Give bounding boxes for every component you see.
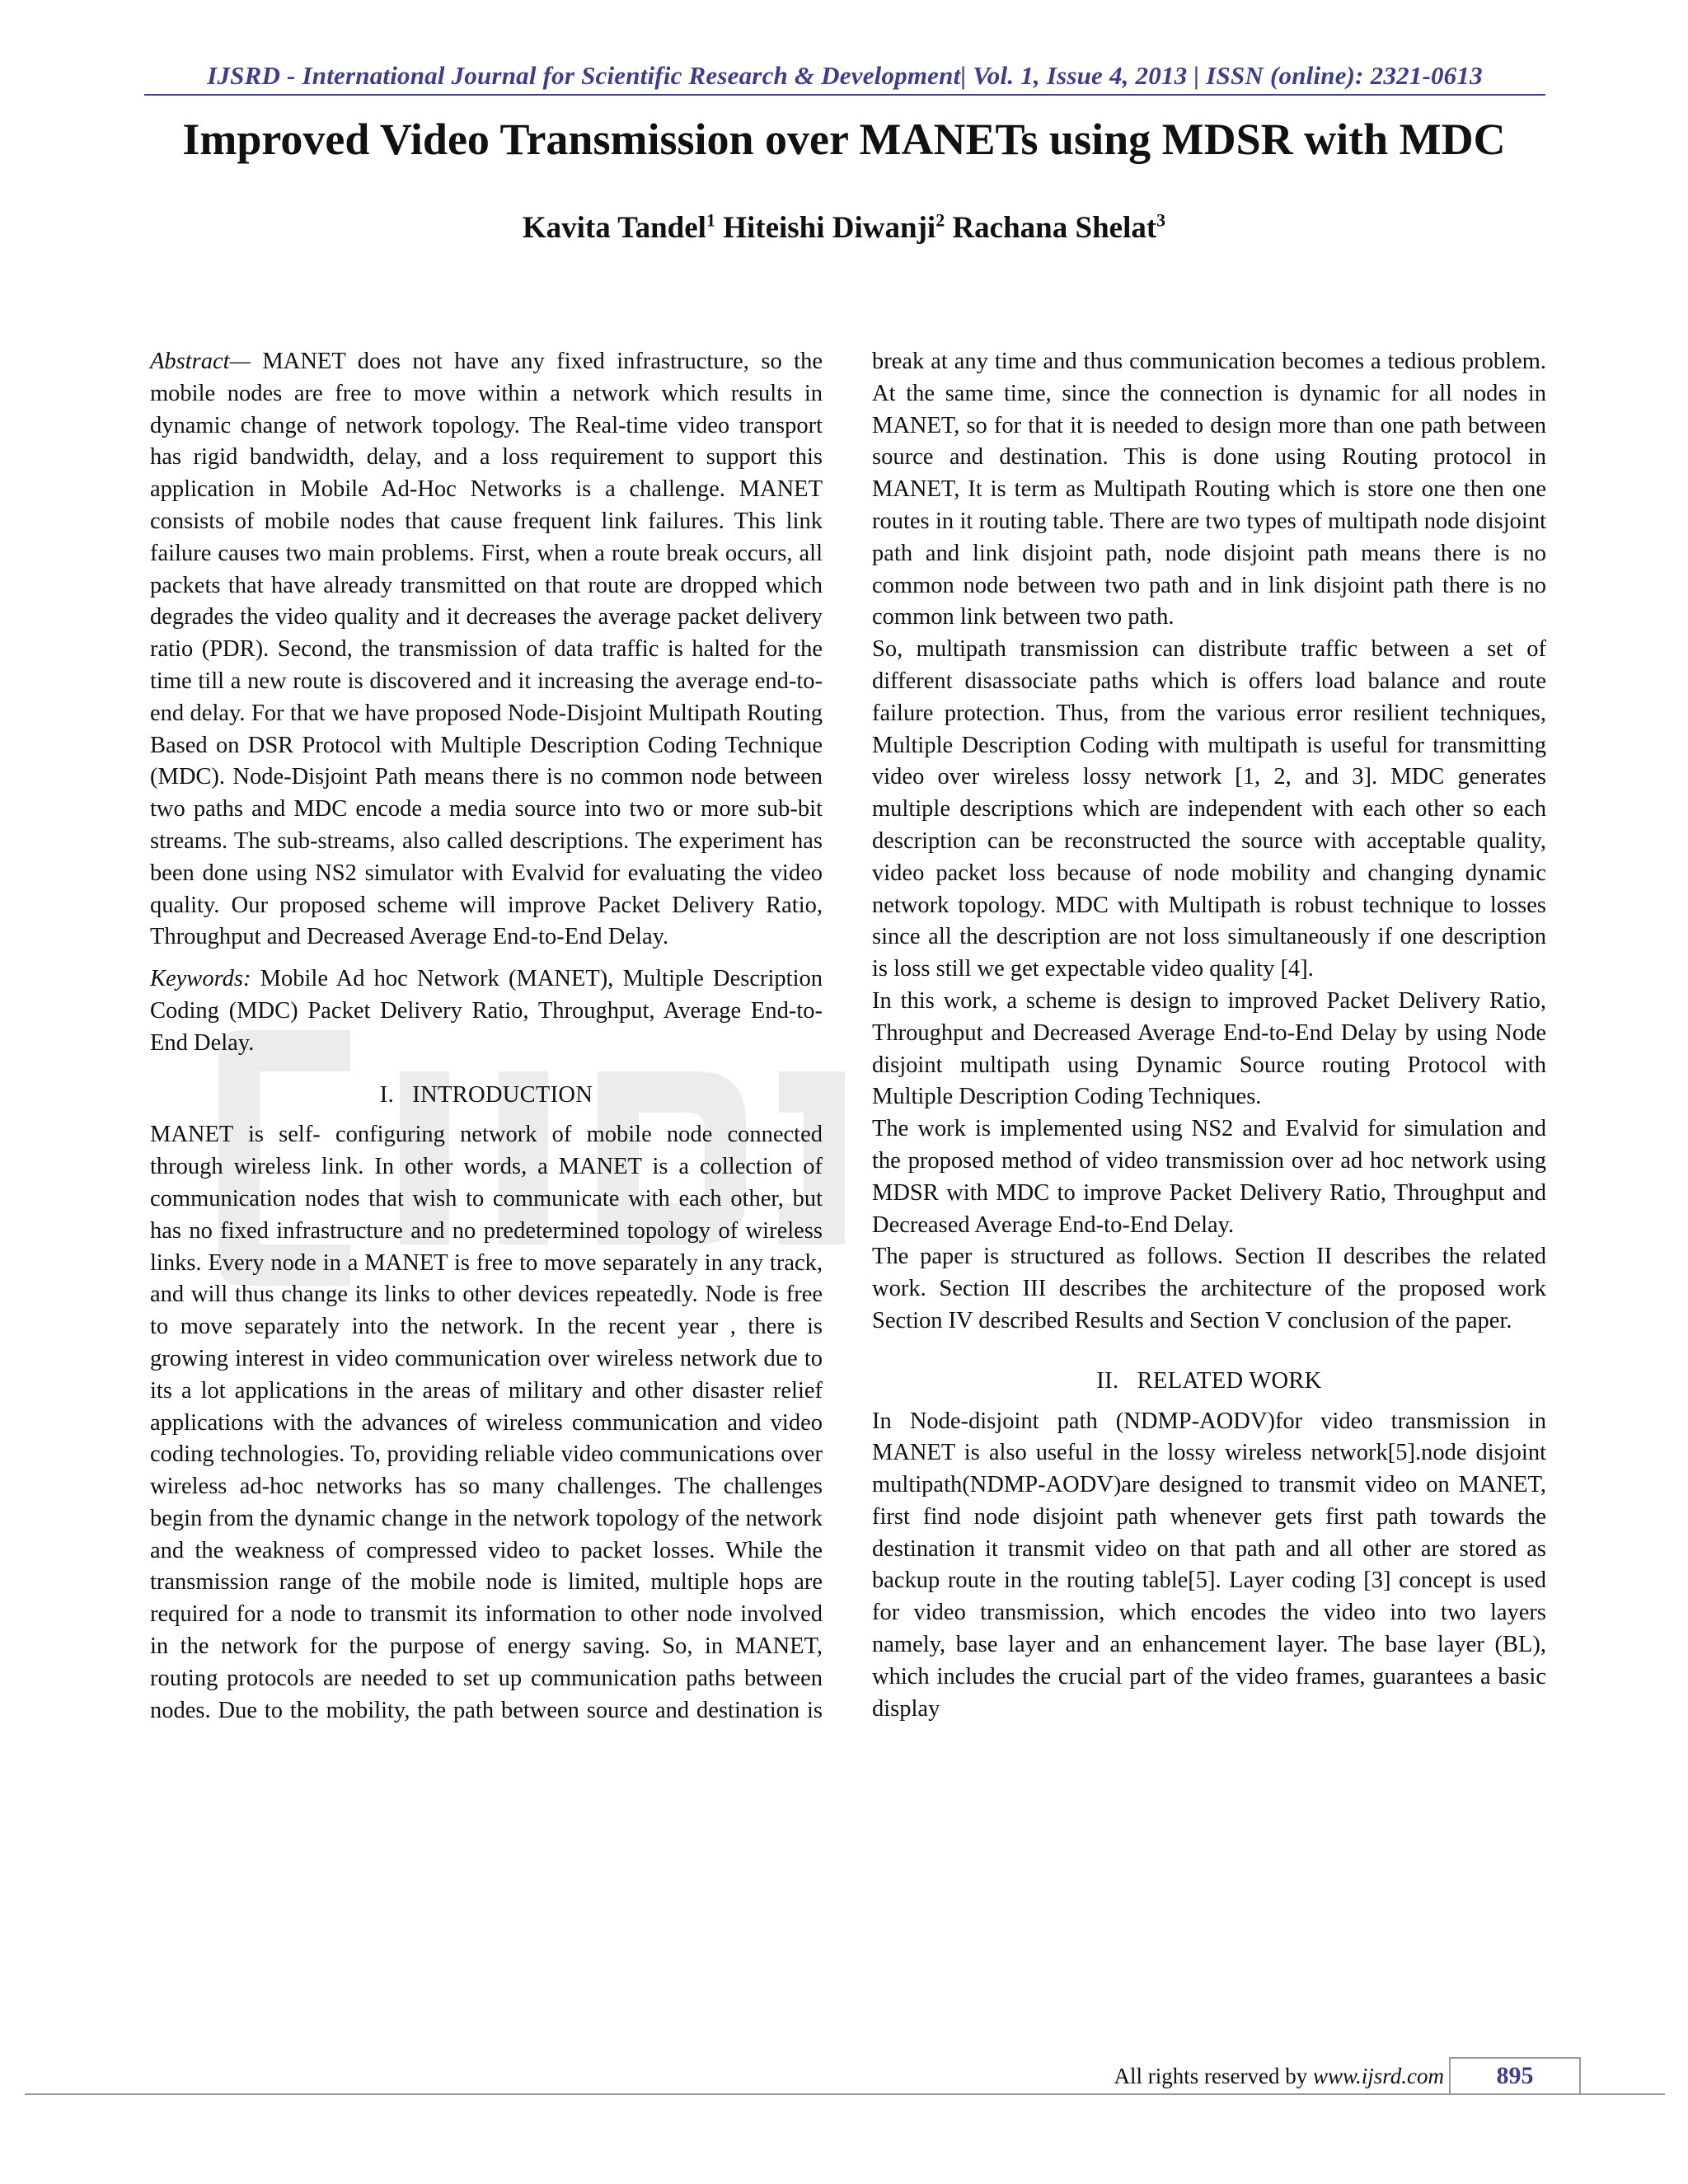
body-paragraph: In Node-disjoint path (NDMP-AODV)for video transmission in MANET is also useful in the lossy wireless network[5].node disjoint multipath(NDMP-AODV)are designed to transmit video on MANET, first find node disjoint path whenever gets first path towards the destination it transmit video on that path and all other are stored as backup route in the routing table[5]. Layer coding [3] concept is used for video transmission, which encodes the video into two layers namely, base layer and an enhancement layer. The base layer (BL), which includes the crucial part of the video frames, guarantees a basic display xyxy=(872,1408,1546,1722)
author-affiliation-mark: 3 xyxy=(1156,209,1166,231)
footer-url-link[interactable]: www.ijsrd.com xyxy=(1312,2064,1444,2088)
footer-rights-text: All rights reserved by xyxy=(1114,2064,1313,2088)
body-paragraph: The work is implemented using NS2 and Evalvid for simulation and the proposed method of video transmission over ad hoc network using MDSR with MDC to improve Packet Delivery Ratio, Throughput and Decreased Average End-to-End Delay. xyxy=(872,1116,1546,1238)
body-paragraph: In this work, a scheme is design to improved Packet Delivery Ratio, Throughput and Decreased Average End-to-End Delay by using Node disjoint multipath using Dynamic Source routing Protocol with Multiple Description Coding Techniques. xyxy=(872,987,1546,1110)
paper-title: Improved Video Transmission over MANETs using MDSR with MDC xyxy=(182,115,1506,164)
author-name: Rachana Shelat xyxy=(952,211,1157,245)
abstract-label: Abstract— xyxy=(150,349,251,374)
abstract xyxy=(150,346,823,954)
author-affiliation-mark: 2 xyxy=(935,209,945,231)
page-number-box xyxy=(1449,2057,1581,2095)
body-paragraph: The paper is structured as follows. Section II describes the related work. Section III describes the architecture of the proposed work Section IV described Results and Section V conclusion of the paper. xyxy=(872,1244,1546,1333)
author-affiliation-mark: 1 xyxy=(706,209,715,231)
left-column xyxy=(150,346,823,1727)
body-paragraph: So, multipath transmission can distribute traffic between a set of different disassociate paths which is offers load balance and route failure protection. Thus, from the various error resilient techniques, Multiple Description Coding with multipath is useful for transmitting video over wireless lossy network [1, 2, and 3]. MDC generates multiple descriptions which are independent with each other so each description can be reconstructed the source with acceptable quality, video packet loss because of node mobility and changing dynamic network topology. MDC with Multipath is robust technique to losses since all the description are not loss simultaneously if one description is loss still we get expectable video quality [4]. xyxy=(872,636,1546,982)
section-heading-related-work: II. RELATED WORK xyxy=(1096,1367,1322,1394)
header-rule xyxy=(144,94,1545,96)
keywords-text: Mobile Ad hoc Network (MANET), Multiple Description Coding (MDC) Packet Delivery Ratio, Throughput, Average End-to-End Delay. xyxy=(150,966,823,1056)
abstract-text: MANET does not have any fixed infrastructure, so the mobile nodes are free to move within a network which results in dynamic change of network topology. The Real-time video transport has rigid bandwidth, delay, and a loss requirement to support this application in Mobile Ad-Hoc Networks is a challenge. MANET consists of mobile nodes that cause frequent link failures. This link failure causes two main problems. First, when a route break occurs, all packets that have already transmitted on that route are dropped which degrades the video quality and it decreases the average packet delivery ratio (PDR). Second, the transmission of data traffic is halted for the time till a new route is discovered and it increasing the average end-to-end delay. For that we have proposed Node-Disjoint Multipath Routing Based on DSR Protocol with Multiple Description Coding Technique (MDC). Node-Disjoint Path means there is no common node between two paths and MDC encode a media source into two or more sub-bit streams. The sub-streams, also called descriptions. The experiment has been done using NS2 simulator with Evalvid for evaluating the video quality. Our proposed scheme will improve Packet Delivery Ratio, Throughput and Decreased Average End-to-End Delay. xyxy=(150,349,823,950)
keywords-label: Keywords: xyxy=(150,966,251,992)
body-paragraph: MANET is self- configuring network of mobile node connected through wireless link. In other words, a MANET is a collection of communication nodes that wish to communicate with each other, but has no fixed infrastructure and no predetermined topology of wireless links. Every node in a MANET is free to move separately in any track, and will thus change its links to other devices repeatedly. Node is free to move separately into the network. In the recent year , there is growing interest in video communication over wireless network due to its a lot applications in the areas of military and other disaster relief applications with the advances of wireless communication and video coding technologies. To, providing reliable video communications over wireless ad-hoc networks has so many challenges. The challenges begin from the dynamic change in the network topology of the network and the weakness of compressed video to packet losses. While the transmission range of the mobile node is limited, multiple hops are required for a node to transmit its information to other node involved in the network for the purpose of energy saving. So, in MANET, routing protocols are needed to set up communication paths between nodes. Due to the mobility, the path between source and destination is xyxy=(150,1122,823,1723)
section-heading-introduction: I. INTRODUCTION xyxy=(379,1081,593,1108)
author-list xyxy=(82,210,1606,246)
journal-header: IJSRD - International Journal for Scientific Research & Development| Vol. 1, Issue 4, 2013 | ISSN (online): 2321-0613 xyxy=(207,61,1483,90)
keywords xyxy=(150,963,823,1059)
author-name: Hiteishi Diwanji xyxy=(723,211,936,245)
footer-rule xyxy=(25,2093,1665,2095)
page-number: 895 xyxy=(1496,2062,1534,2089)
footer-rights xyxy=(1022,2064,1444,2089)
body-paragraph: break at any time and thus communication becomes a tedious problem. At the same time, since the connection is dynamic for all nodes in MANET, so for that it is needed to design more than one path between source and destination. This is done using Routing protocol in MANET, It is term as Multipath Routing which is store one then one routes in it routing table. There are two types of multipath node disjoint path and link disjoint path, node disjoint path means there is no common node between two path and in link disjoint path there is no common link between two path. xyxy=(872,349,1546,630)
right-column xyxy=(872,346,1546,1725)
author-name: Kavita Tandel xyxy=(522,211,706,245)
